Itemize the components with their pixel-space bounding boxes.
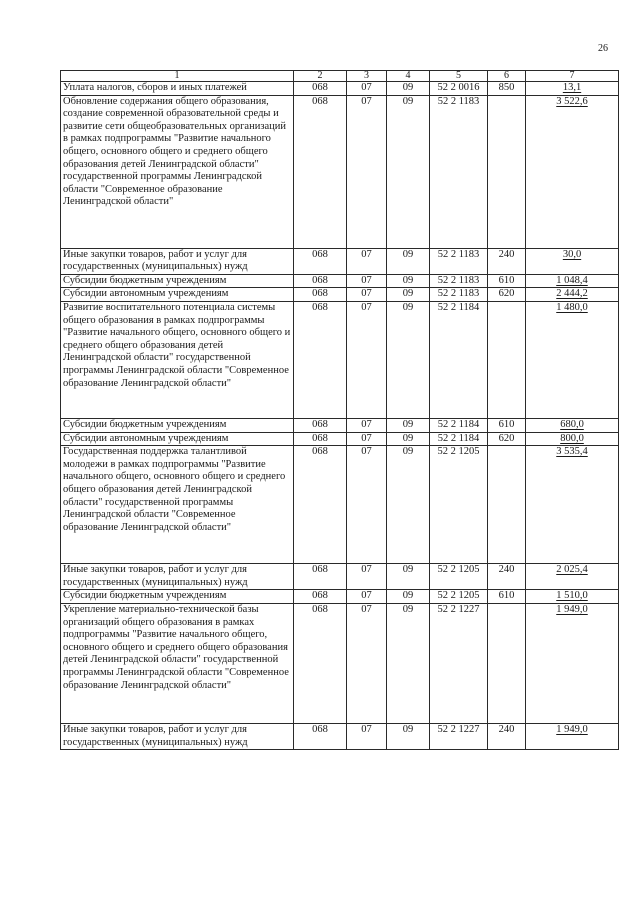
- row-section: 07: [347, 603, 387, 723]
- row-amount: 1 480,0: [526, 301, 619, 418]
- column-number-4: 4: [387, 71, 430, 82]
- table-row: [61, 288, 619, 302]
- column-number-row: [61, 71, 619, 82]
- table-row: [61, 564, 619, 590]
- row-section: 07: [347, 590, 387, 604]
- row-target-article: 52 2 1183: [430, 288, 488, 302]
- row-subsection: 09: [387, 288, 430, 302]
- row-amount: 1 510,0: [526, 590, 619, 604]
- row-amount: 1 949,0: [526, 723, 619, 749]
- table-row: [61, 590, 619, 604]
- row-subsection: 09: [387, 274, 430, 288]
- budget-table: [60, 70, 619, 750]
- row-section: 07: [347, 95, 387, 248]
- row-org-code: 068: [294, 274, 347, 288]
- row-name: Развитие воспитательного потенциала системы общего образования в рамках подпрограммы "Развитие начального общего, основного общего и среднего общего образования детей Ленинградской области" государственной программы Ленинградской области "Современное образование Ленинградской области": [61, 301, 294, 418]
- row-section: 07: [347, 248, 387, 274]
- column-number-1: 1: [61, 71, 294, 82]
- row-name: Уплата налогов, сборов и иных платежей: [61, 82, 294, 96]
- row-org-code: 068: [294, 248, 347, 274]
- row-expense-type: 620: [488, 288, 526, 302]
- row-name: Субсидии бюджетным учреждениям: [61, 590, 294, 604]
- row-section: 07: [347, 723, 387, 749]
- row-amount: 1 048,4: [526, 274, 619, 288]
- row-section: 07: [347, 564, 387, 590]
- row-expense-type: [488, 603, 526, 723]
- row-org-code: 068: [294, 603, 347, 723]
- table-row: [61, 603, 619, 723]
- row-expense-type: 610: [488, 590, 526, 604]
- table-row: [61, 723, 619, 749]
- row-org-code: 068: [294, 418, 347, 432]
- row-org-code: 068: [294, 432, 347, 446]
- row-target-article: 52 2 1183: [430, 248, 488, 274]
- row-subsection: 09: [387, 301, 430, 418]
- table-row: [61, 446, 619, 564]
- row-target-article: 52 2 1184: [430, 418, 488, 432]
- row-amount: 680,0: [526, 418, 619, 432]
- row-target-article: 52 2 1184: [430, 432, 488, 446]
- row-expense-type: 610: [488, 274, 526, 288]
- row-name: Субсидии автономным учреждениям: [61, 288, 294, 302]
- row-name: Укрепление материально-технической базы организаций общего образования в рамках подпрограммы "Развитие начального общего, основного общего и среднего общего образования детей Ленинградской области" государственной программы Ленинградской области "Современное образование Ленинградской области": [61, 603, 294, 723]
- row-org-code: 068: [294, 301, 347, 418]
- row-name: Иные закупки товаров, работ и услуг для государственных (муниципальных) нужд: [61, 564, 294, 590]
- row-target-article: 52 2 1183: [430, 274, 488, 288]
- row-amount: 1 949,0: [526, 603, 619, 723]
- row-section: 07: [347, 418, 387, 432]
- column-number-3: 3: [347, 71, 387, 82]
- row-org-code: 068: [294, 95, 347, 248]
- row-name: Субсидии автономным учреждениям: [61, 432, 294, 446]
- row-amount: 13,1: [526, 82, 619, 96]
- table-row: [61, 418, 619, 432]
- row-expense-type: 240: [488, 723, 526, 749]
- row-subsection: 09: [387, 603, 430, 723]
- row-target-article: 52 2 1205: [430, 446, 488, 564]
- column-number-2: 2: [294, 71, 347, 82]
- row-section: 07: [347, 446, 387, 564]
- row-target-article: 52 2 0016: [430, 82, 488, 96]
- row-target-article: 52 2 1184: [430, 301, 488, 418]
- row-name: Субсидии бюджетным учреждениям: [61, 274, 294, 288]
- row-amount: 800,0: [526, 432, 619, 446]
- row-amount: 2 025,4: [526, 564, 619, 590]
- row-name: Субсидии бюджетным учреждениям: [61, 418, 294, 432]
- row-subsection: 09: [387, 723, 430, 749]
- table-row: [61, 82, 619, 96]
- column-number-6: 6: [488, 71, 526, 82]
- row-expense-type: 850: [488, 82, 526, 96]
- row-expense-type: 620: [488, 432, 526, 446]
- row-expense-type: [488, 446, 526, 564]
- table-row: [61, 274, 619, 288]
- row-name: Иные закупки товаров, работ и услуг для государственных (муниципальных) нужд: [61, 723, 294, 749]
- row-amount: 2 444,2: [526, 288, 619, 302]
- table-row: [61, 301, 619, 418]
- row-expense-type: 610: [488, 418, 526, 432]
- row-section: 07: [347, 288, 387, 302]
- budget-table-body: [61, 71, 619, 750]
- row-org-code: 068: [294, 590, 347, 604]
- row-subsection: 09: [387, 95, 430, 248]
- row-name: Обновление содержания общего образования, создание современной образовательной среды и развитие сети общеобразовательных организаций в рамках подпрограммы "Развитие начального общего, основного общего и среднего общего образования детей Ленинградской области" государственной программы Ленинградской области "Современное образование Ленинградской области": [61, 95, 294, 248]
- row-section: 07: [347, 432, 387, 446]
- row-amount: 3 535,4: [526, 446, 619, 564]
- row-org-code: 068: [294, 82, 347, 96]
- row-target-article: 52 2 1227: [430, 603, 488, 723]
- row-subsection: 09: [387, 446, 430, 564]
- row-expense-type: [488, 301, 526, 418]
- row-expense-type: 240: [488, 248, 526, 274]
- row-subsection: 09: [387, 590, 430, 604]
- row-org-code: 068: [294, 723, 347, 749]
- column-number-7: 7: [526, 71, 619, 82]
- row-org-code: 068: [294, 288, 347, 302]
- page-number: 26: [598, 43, 608, 54]
- table-row: [61, 95, 619, 248]
- row-subsection: 09: [387, 248, 430, 274]
- row-subsection: 09: [387, 432, 430, 446]
- row-target-article: 52 2 1227: [430, 723, 488, 749]
- row-target-article: 52 2 1205: [430, 564, 488, 590]
- table-row: [61, 248, 619, 274]
- row-section: 07: [347, 82, 387, 96]
- table-row: [61, 432, 619, 446]
- row-section: 07: [347, 301, 387, 418]
- row-subsection: 09: [387, 564, 430, 590]
- row-amount: 30,0: [526, 248, 619, 274]
- row-subsection: 09: [387, 82, 430, 96]
- row-org-code: 068: [294, 564, 347, 590]
- row-target-article: 52 2 1205: [430, 590, 488, 604]
- row-name: Иные закупки товаров, работ и услуг для государственных (муниципальных) нужд: [61, 248, 294, 274]
- row-subsection: 09: [387, 418, 430, 432]
- row-target-article: 52 2 1183: [430, 95, 488, 248]
- row-name: Государственная поддержка талантливой молодежи в рамках подпрограммы "Развитие начального общего, основного общего и среднего общего образования детей Ленинградской области" государственной программы Ленинградской области "Современное образование Ленинградской области": [61, 446, 294, 564]
- row-org-code: 068: [294, 446, 347, 564]
- row-section: 07: [347, 274, 387, 288]
- column-number-5: 5: [430, 71, 488, 82]
- row-amount: 3 522,6: [526, 95, 619, 248]
- row-expense-type: 240: [488, 564, 526, 590]
- row-expense-type: [488, 95, 526, 248]
